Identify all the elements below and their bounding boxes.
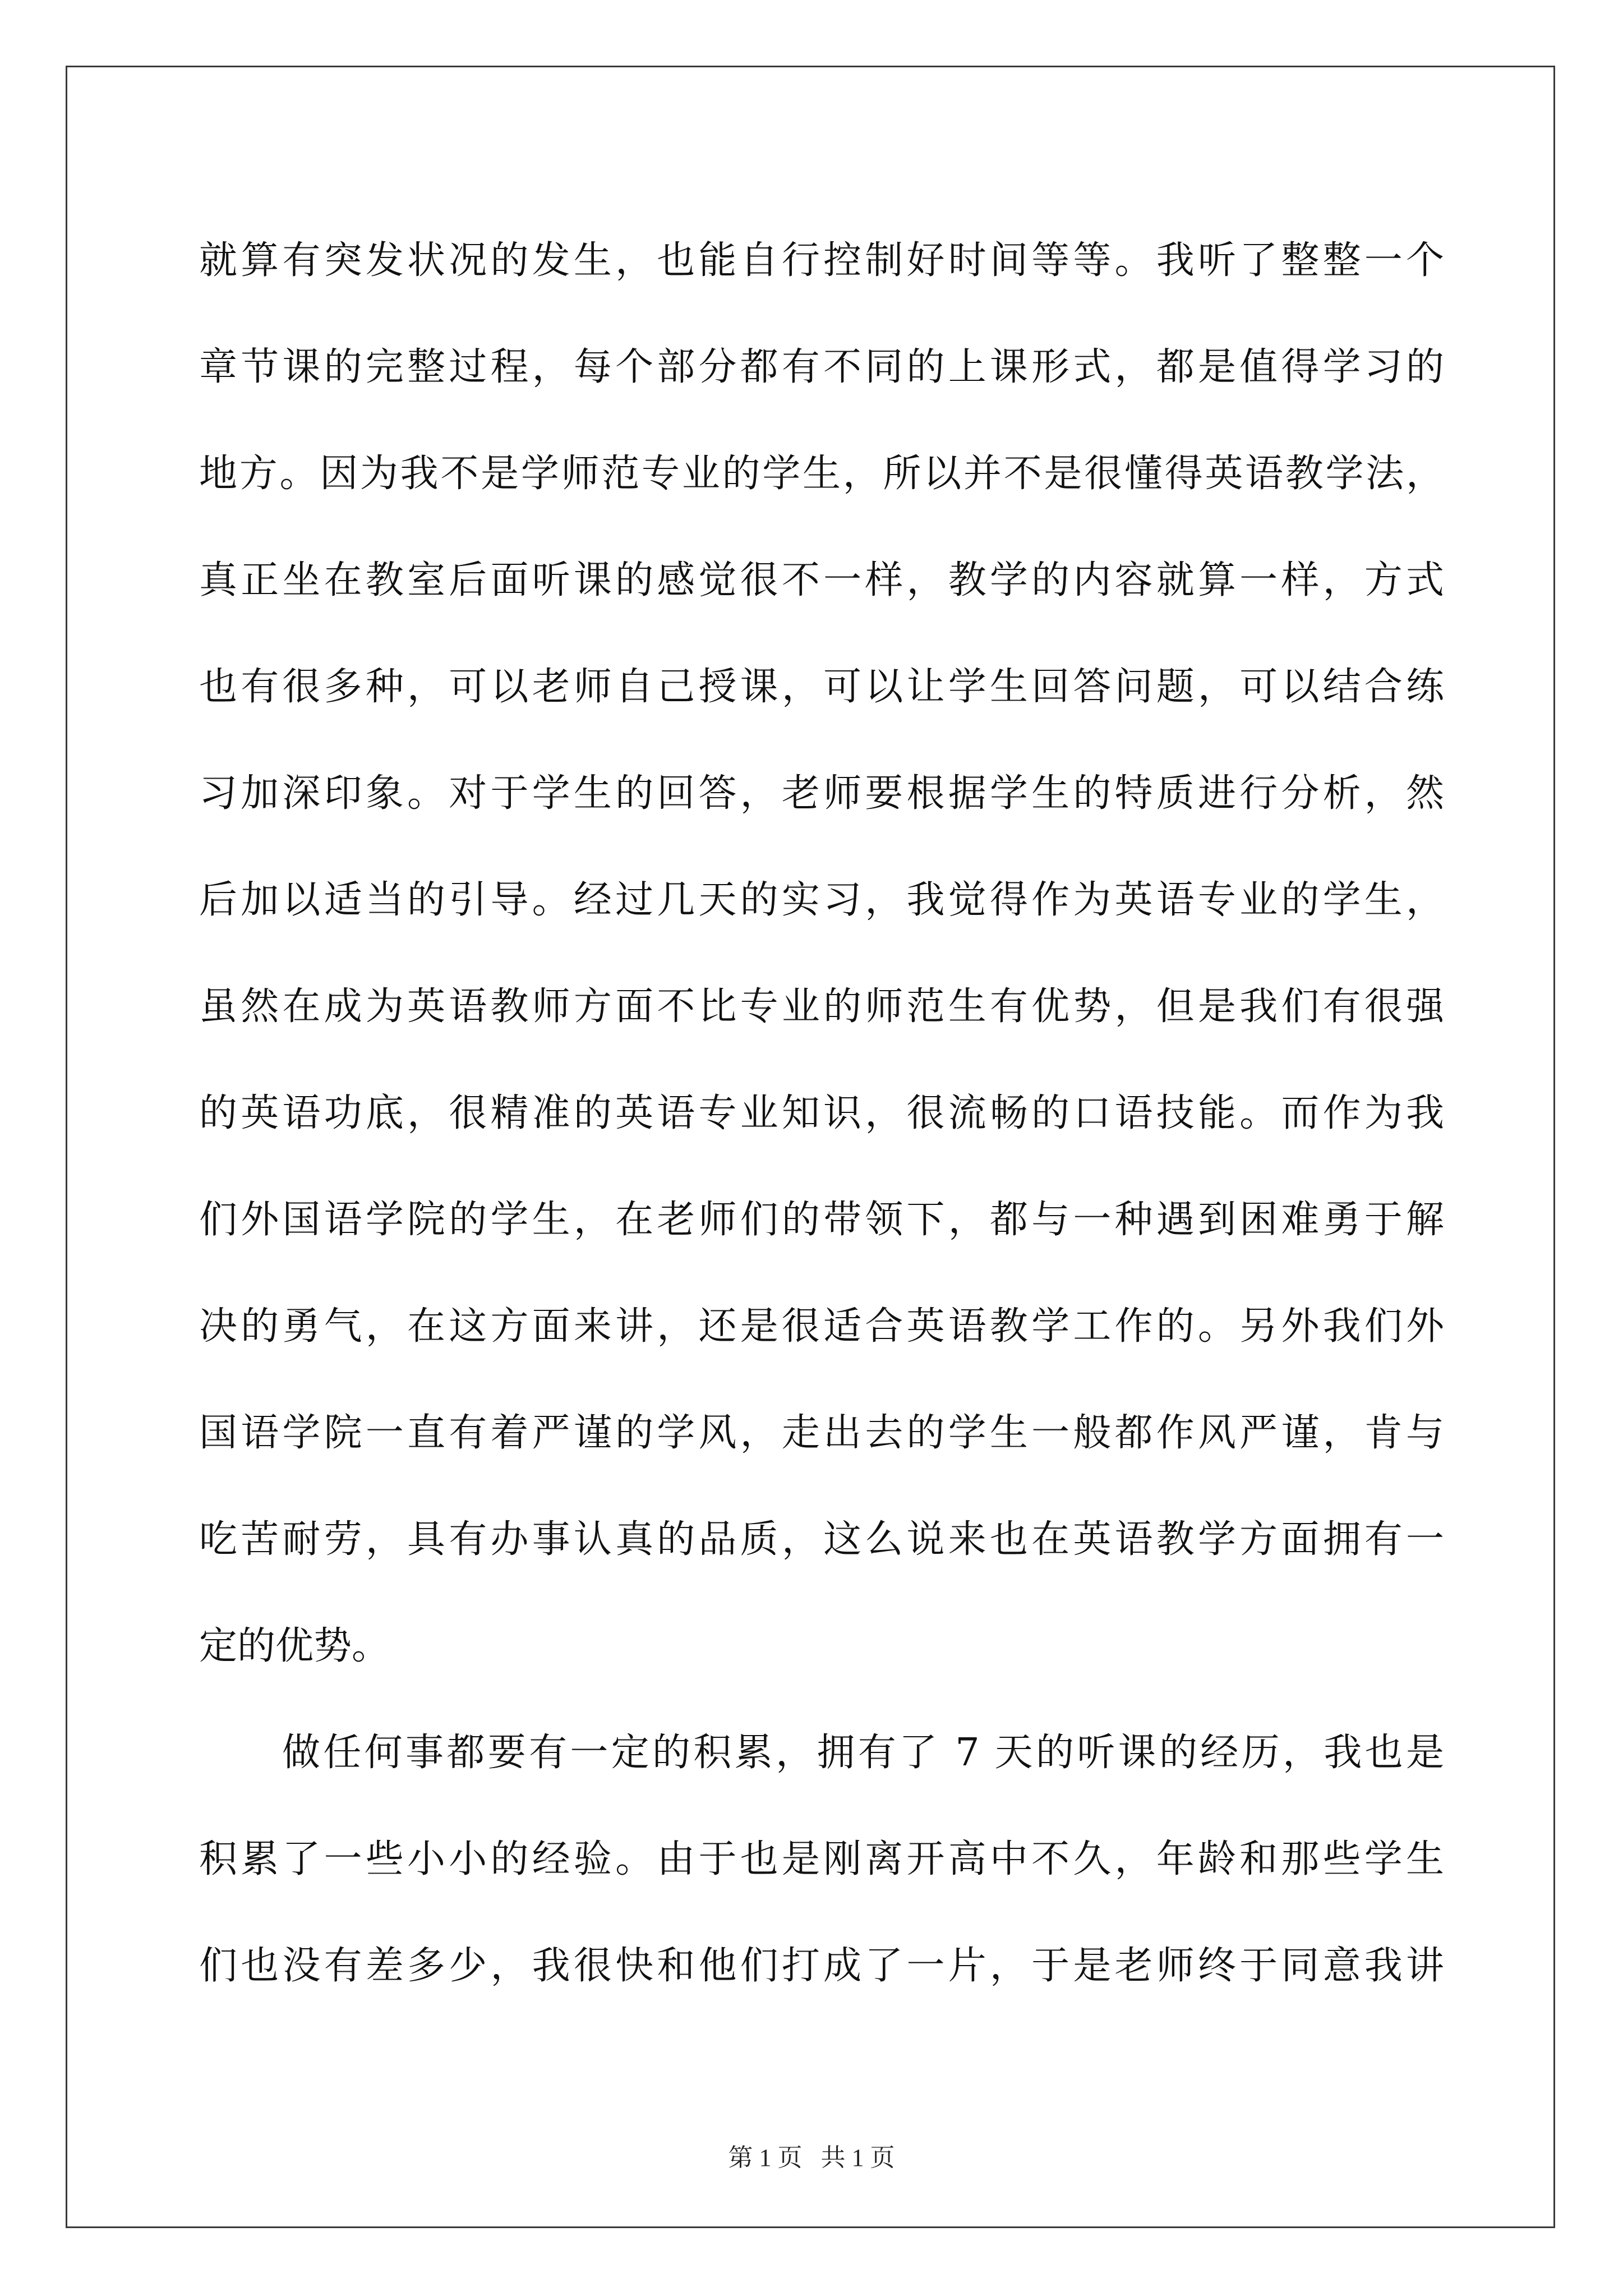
text-line: 做任何事都要有一定的积累，拥有了 7 天的听课的经历，我也是: [282, 1731, 1444, 1775]
text-line: 国语学院一直有着严谨的学风，走出去的学生一般都作风严谨，肯与: [199, 1411, 1444, 1455]
text-line: 真正坐在教室后面听课的感觉很不一样，教学的内容就算一样，方式: [199, 558, 1444, 602]
text-line: 们外国语学院的学生，在老师们的带领下，都与一种遇到困难勇于解: [199, 1198, 1444, 1242]
text-line: 地方。因为我不是学师范专业的学生，所以并不是很懂得英语教学法，: [199, 452, 1444, 496]
text-line: 定的优势。: [199, 1624, 390, 1668]
text-line: 也有很多种，可以老师自己授课，可以让学生回答问题，可以结合练: [199, 665, 1444, 709]
text-line: 习加深印象。对于学生的回答，老师要根据学生的特质进行分析，然: [199, 771, 1444, 816]
document-body: [199, 208, 1444, 2019]
text-line: 们也没有差多少，我很快和他们打成了一片，于是老师终于同意我讲: [199, 1944, 1444, 1988]
text-line: 的英语功底，很精准的英语专业知识，很流畅的口语技能。而作为我: [199, 1091, 1444, 1135]
page-number-footer: 第 1 页 共 1 页: [728, 2144, 895, 2171]
text-line: 虽然在成为英语教师方面不比专业的师范生有优势，但是我们有很强: [199, 984, 1444, 1029]
text-line: 就算有突发状况的发生，也能自行控制好时间等等。我听了整整一个: [199, 238, 1444, 283]
text-line: 决的勇气，在这方面来讲，还是很适合英语教学工作的。另外我们外: [199, 1304, 1444, 1349]
text-line: 后加以适当的引导。经过几天的实习，我觉得作为英语专业的学生，: [199, 878, 1444, 922]
text-line: 章节课的完整过程，每个部分都有不同的上课形式，都是值得学习的: [199, 345, 1444, 389]
text-line: 积累了一些小小的经验。由于也是刚离开高中不久，年龄和那些学生: [199, 1837, 1444, 1881]
text-line: 吃苦耐劳，具有办事认真的品质，这么说来也在英语教学方面拥有一: [199, 1517, 1444, 1562]
